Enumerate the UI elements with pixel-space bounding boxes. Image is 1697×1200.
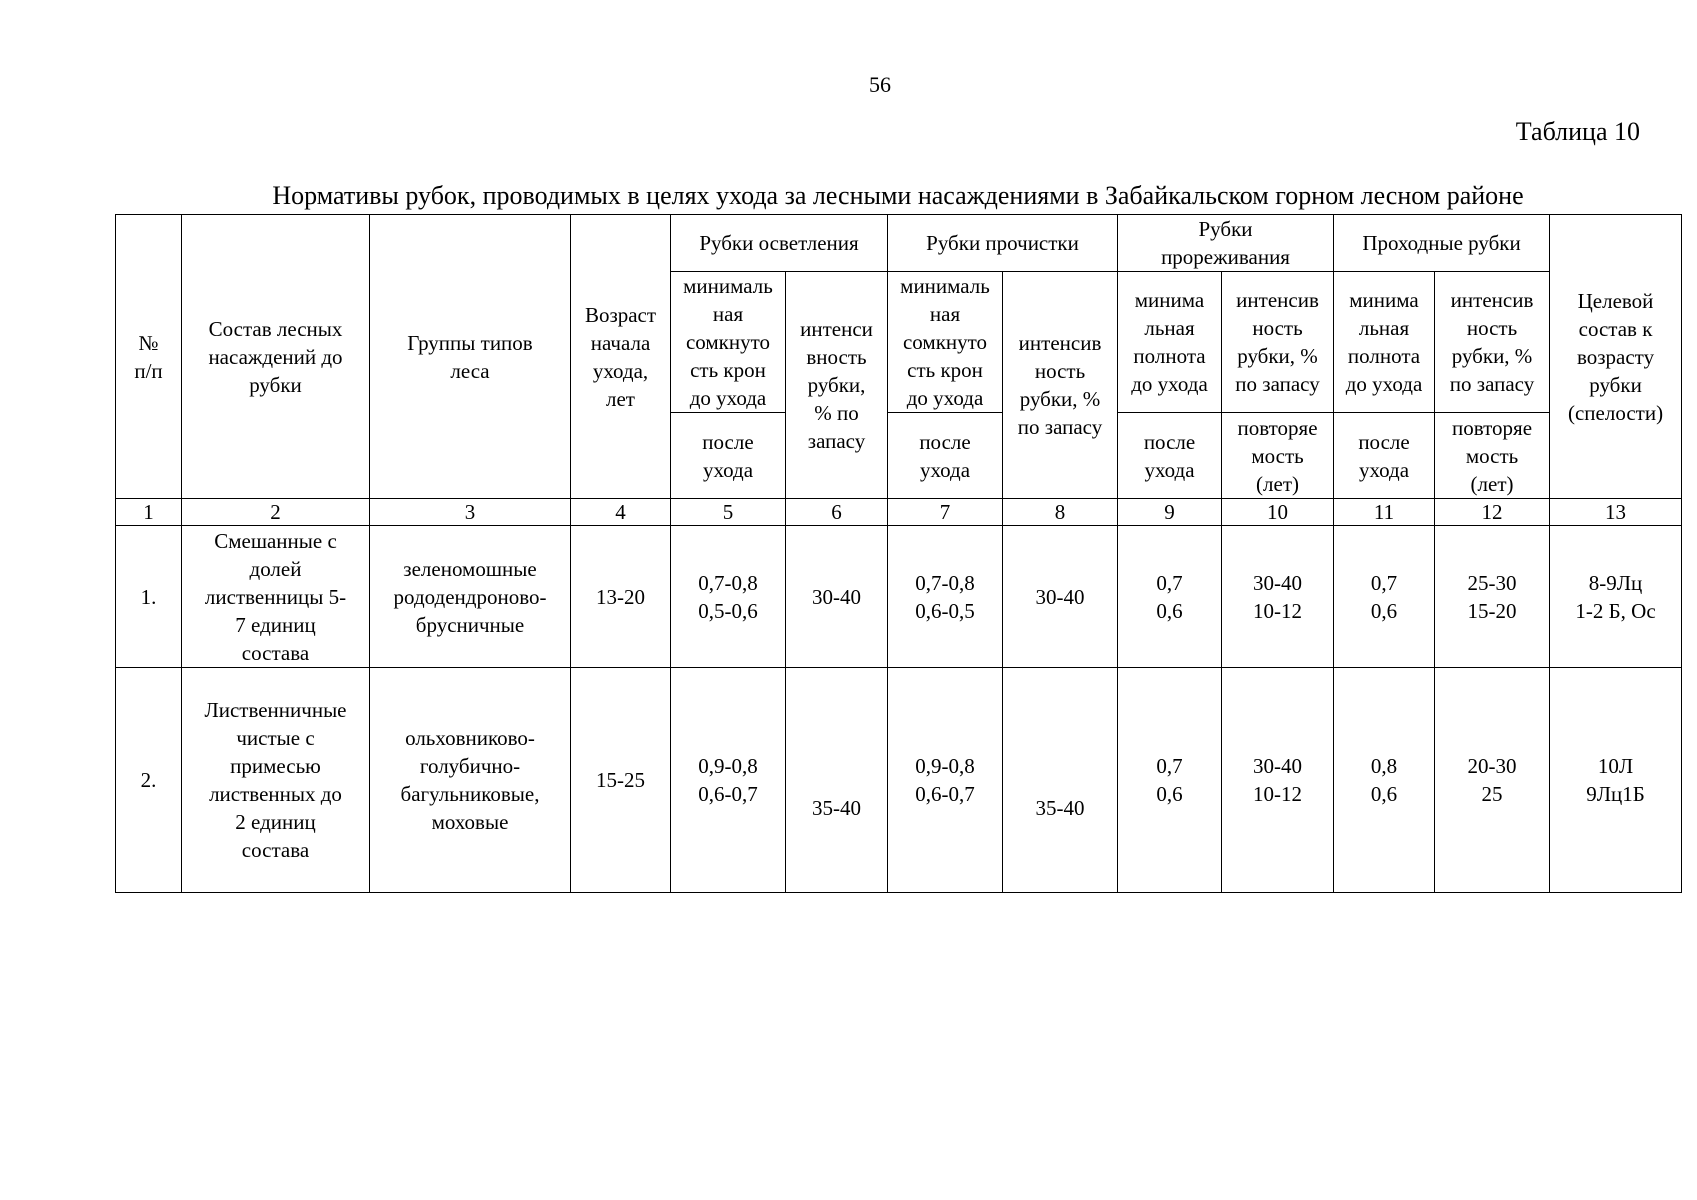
table-row [116, 668, 1682, 893]
header-prokhodnye: Проходные рубки [1334, 215, 1550, 272]
cell-forest-types: зеленомошные рододендроново- брусничные [370, 526, 571, 668]
column-number: 2 [182, 499, 370, 526]
header-prorezhivanie: Рубки прореживания [1118, 215, 1334, 272]
header-start-age: Возраст начала ухода, лет [571, 215, 671, 499]
cell-prochistka-intensity: 30-40 [1003, 526, 1118, 668]
cell-prokhodnye-intensity: 25-30 15-20 [1435, 526, 1550, 668]
column-number: 5 [671, 499, 786, 526]
header-min-closure-7: минималь ная сомкнуто сть крон до ухода [888, 272, 1003, 413]
header-intensity-8: интенсив ность рубки, % по запасу [1003, 272, 1118, 499]
column-number: 11 [1334, 499, 1435, 526]
cell-forest-types: ольховниково- голубично- багульниковые, моховые [370, 668, 571, 893]
column-numbers-row [116, 499, 1682, 526]
cell-composition: Смешанные с долей лиственницы 5- 7 единиц состава [182, 526, 370, 668]
column-number: 4 [571, 499, 671, 526]
column-number: 13 [1550, 499, 1682, 526]
column-number: 12 [1435, 499, 1550, 526]
cell-prochistka-intensity: 35-40 [1003, 668, 1118, 893]
cell-num: 2. [116, 668, 182, 893]
cell-prokhodnye-density: 0,7 0,6 [1334, 526, 1435, 668]
cell-prochistka-closure: 0,7-0,8 0,6-0,5 [888, 526, 1003, 668]
header-min-closure-5: минималь ная сомкнуто сть крон до ухода [671, 272, 786, 413]
cell-start-age: 13-20 [571, 526, 671, 668]
cell-start-age: 15-25 [571, 668, 671, 893]
cell-prokhodnye-density: 0,8 0,6 [1334, 668, 1435, 893]
cell-num: 1. [116, 526, 182, 668]
header-intensity-12: интенсив ность рубки, % по запасу [1435, 272, 1550, 413]
cell-prorezhivanie-density: 0,7 0,6 [1118, 668, 1222, 893]
page-number: 56 [869, 72, 891, 97]
table-row [116, 526, 1682, 668]
header-prochistka: Рубки прочистки [888, 215, 1118, 272]
header-after-9: после ухода [1118, 413, 1222, 499]
table-title: Нормативы рубок, проводимых в целях ухода за лесными насаждениями в Забайкальском горном лесном районе [272, 181, 1524, 210]
norms-table [115, 214, 1682, 893]
header-intensity-6: интенси вность рубки, % по запасу [786, 272, 888, 499]
header-intensity-10: интенсив ность рубки, % по запасу [1222, 272, 1334, 413]
header-repeat-12: повторяе мость (лет) [1435, 413, 1550, 499]
header-min-density-11: минима льная полнота до ухода [1334, 272, 1435, 413]
cell-osvetlenie-intensity: 30-40 [786, 526, 888, 668]
cell-target: 10Л 9Лц1Б [1550, 668, 1682, 893]
cell-prokhodnye-intensity: 20-30 25 [1435, 668, 1550, 893]
cell-osvetlenie-intensity: 35-40 [786, 668, 888, 893]
header-num: № п/п [116, 215, 182, 499]
column-number: 9 [1118, 499, 1222, 526]
cell-prorezhivanie-intensity: 30-40 10-12 [1222, 526, 1334, 668]
cell-target: 8-9Лц 1-2 Б, Ос [1550, 526, 1682, 668]
column-number: 6 [786, 499, 888, 526]
column-number: 7 [888, 499, 1003, 526]
header-after-7: после ухода [888, 413, 1003, 499]
header-row-1 [116, 215, 1682, 272]
column-number: 8 [1003, 499, 1118, 526]
column-number: 1 [116, 499, 182, 526]
cell-prochistka-closure: 0,9-0,8 0,6-0,7 [888, 668, 1003, 893]
cell-osvetlenie-closure: 0,9-0,8 0,6-0,7 [671, 668, 786, 893]
cell-osvetlenie-closure: 0,7-0,8 0,5-0,6 [671, 526, 786, 668]
header-forest-types: Группы типов леса [370, 215, 571, 499]
table-label: Таблица 10 [1515, 117, 1640, 146]
header-repeat-10: повторяе мость (лет) [1222, 413, 1334, 499]
cell-composition: Лиственничные чистые с примесью лиственных до 2 единиц состава [182, 668, 370, 893]
header-osvetlenie: Рубки осветления [671, 215, 888, 272]
header-after-5: после ухода [671, 413, 786, 499]
column-number: 3 [370, 499, 571, 526]
header-min-density-9: минима льная полнота до ухода [1118, 272, 1222, 413]
cell-prorezhivanie-density: 0,7 0,6 [1118, 526, 1222, 668]
header-composition: Состав лесных насаждений до рубки [182, 215, 370, 499]
header-target: Целевой состав к возрасту рубки (спелости) [1550, 215, 1682, 499]
header-after-11: после ухода [1334, 413, 1435, 499]
cell-prorezhivanie-intensity: 30-40 10-12 [1222, 668, 1334, 893]
column-number: 10 [1222, 499, 1334, 526]
